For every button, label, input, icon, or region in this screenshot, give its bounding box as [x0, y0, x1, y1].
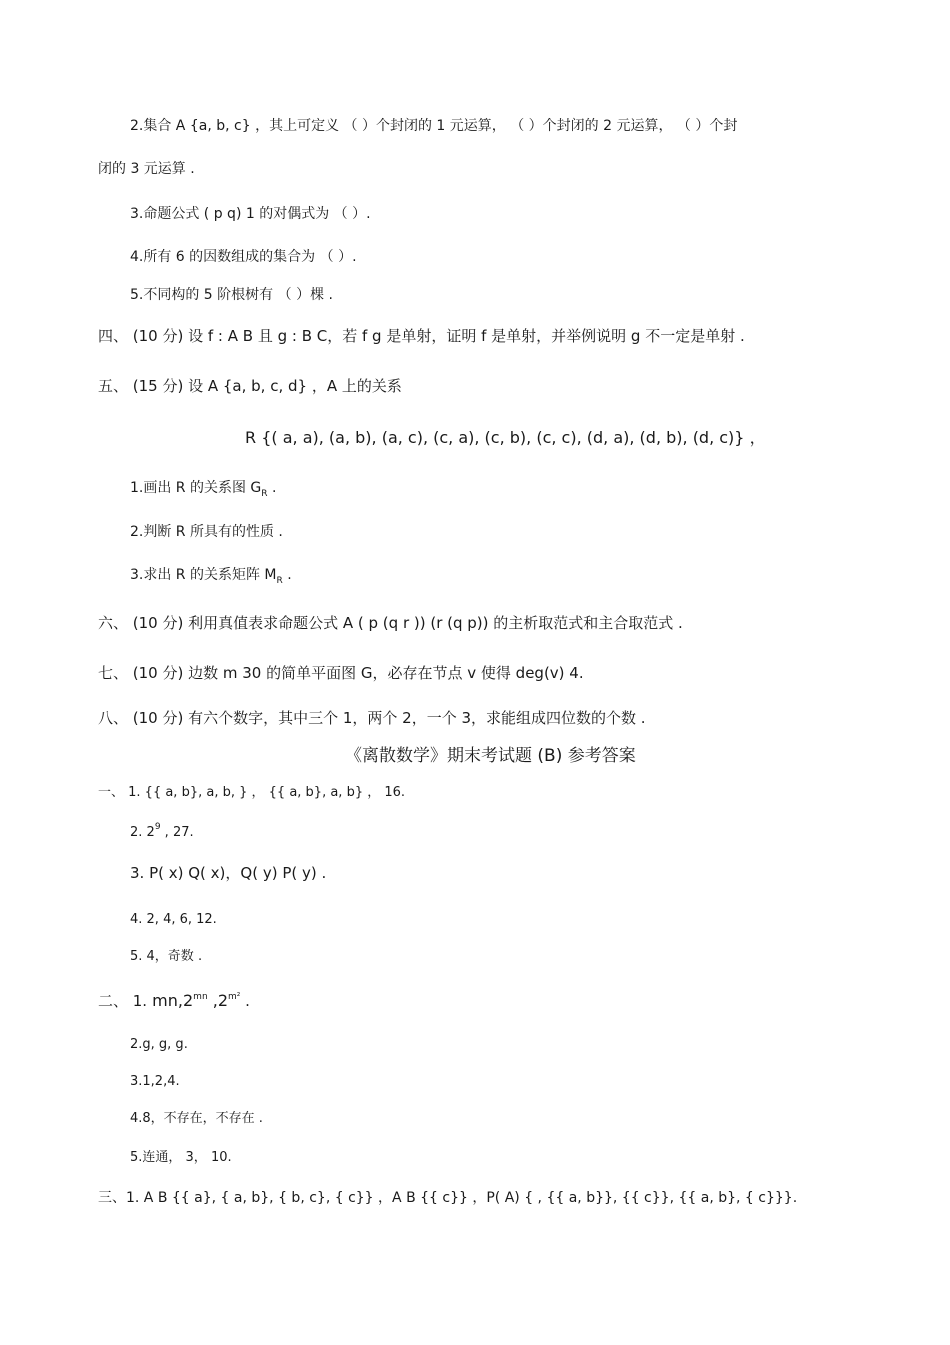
question-5-head: 五、 (15 分) 设 A {a, b, c, d} ，A 上的关系: [98, 377, 402, 395]
a2-l1-pre: 二、 1.: [98, 992, 148, 1010]
answer-2-line3: 3.1,2,4.: [130, 1074, 180, 1089]
question-6: 六、 (10 分) 利用真值表求命题公式 A ( p (q r )) (r (q p)) 的主析取范式和主合取范式 .: [98, 614, 683, 632]
answer-2-line2: 2.g, g, g.: [130, 1037, 188, 1052]
answer-2-line4: 4.8，不存在，不存在 .: [130, 1111, 263, 1126]
a1-l2-post: , 27.: [160, 825, 194, 840]
q5-item3-subscript: R: [276, 576, 283, 586]
answer-title: 《离散数学》期末考试题 (B) 参考答案: [345, 746, 636, 766]
a2-l1-end: .: [240, 992, 250, 1010]
q5-item1-text: 1.画出 R 的关系图 G: [130, 480, 262, 496]
q5-item3-end: .: [282, 567, 292, 583]
answer-3-line1: 三、1. A B {{ a}, { a, b}, { b, c}, { c}} ，A B {{ c}} ，P( A) { , {{ a, b}}, {{ c}}, {{ a, b}, { c}}}.: [98, 1190, 798, 1206]
question-5-item1: [130, 480, 277, 499]
answer-1-line4: 4. 2, 4, 6, 12.: [130, 912, 217, 927]
a1-l2-superscript: 9: [154, 822, 161, 832]
q5-item1-subscript: R: [261, 489, 268, 499]
question-7: 七、 (10 分) 边数 m 30 的简单平面图 G，必存在节点 v 使得 deg(v) 4.: [98, 664, 584, 682]
a2-l1-superscript-1: mn: [193, 992, 208, 1002]
question-5-relation: R {( a, a), (a, b), (a, c), (c, a), (c, b), (c, c), (d, a), (d, b), (d, c)} ，: [245, 428, 766, 447]
q5-item1-end: .: [267, 480, 277, 496]
a2-l1-superscript-2: m²: [228, 992, 241, 1002]
a2-l1-mid: ,2: [207, 991, 229, 1010]
answer-2-line1: [98, 993, 250, 1009]
q3-item5: 5.不同构的 5 阶根树有 （ ）棵 .: [130, 287, 333, 303]
answer-1-line2: [130, 822, 194, 840]
question-4: 四、 (10 分) 设 f : A B 且 g : B C，若 f g 是单射，证明 f 是单射，并举例说明 g 不一定是单射 .: [98, 327, 745, 345]
q3-item3: 3.命题公式 ( p q) 1 的对偶式为 （ ）.: [130, 206, 371, 222]
a2-l1-main: mn,2: [147, 991, 194, 1010]
answer-1-line5: 5. 4，奇数 .: [130, 949, 203, 964]
q3-item2-line2: 闭的 3 元运算 .: [98, 161, 195, 177]
answer-1-line3: 3. P( x) Q( x)，Q( y) P( y) .: [130, 864, 327, 882]
q3-item2-line1: 2.集合 A {a, b, c} ，其上可定义 （ ）个封闭的 1 元运算， （ ）个封闭的 2 元运算， （ ）个封: [130, 118, 738, 134]
q3-item4: 4.所有 6 的因数组成的集合为 （ ）.: [130, 249, 357, 265]
answer-2-line5: 5.连通， 3， 10.: [130, 1150, 232, 1165]
question-8: 八、 (10 分) 有六个数字，其中三个 1，两个 2，一个 3，求能组成四位数的个数 .: [98, 709, 646, 727]
a1-l2-pre: 2. 2: [130, 825, 155, 840]
question-5-item3: [130, 567, 292, 586]
question-5-item2: 2.判断 R 所具有的性质 .: [130, 524, 283, 540]
answer-1-line1: 一、 1. {{ a, b}, a, b, } ， {{ a, b}, a, b} ， 16.: [98, 785, 406, 800]
q5-item3-text: 3.求出 R 的关系矩阵 M: [130, 567, 277, 583]
